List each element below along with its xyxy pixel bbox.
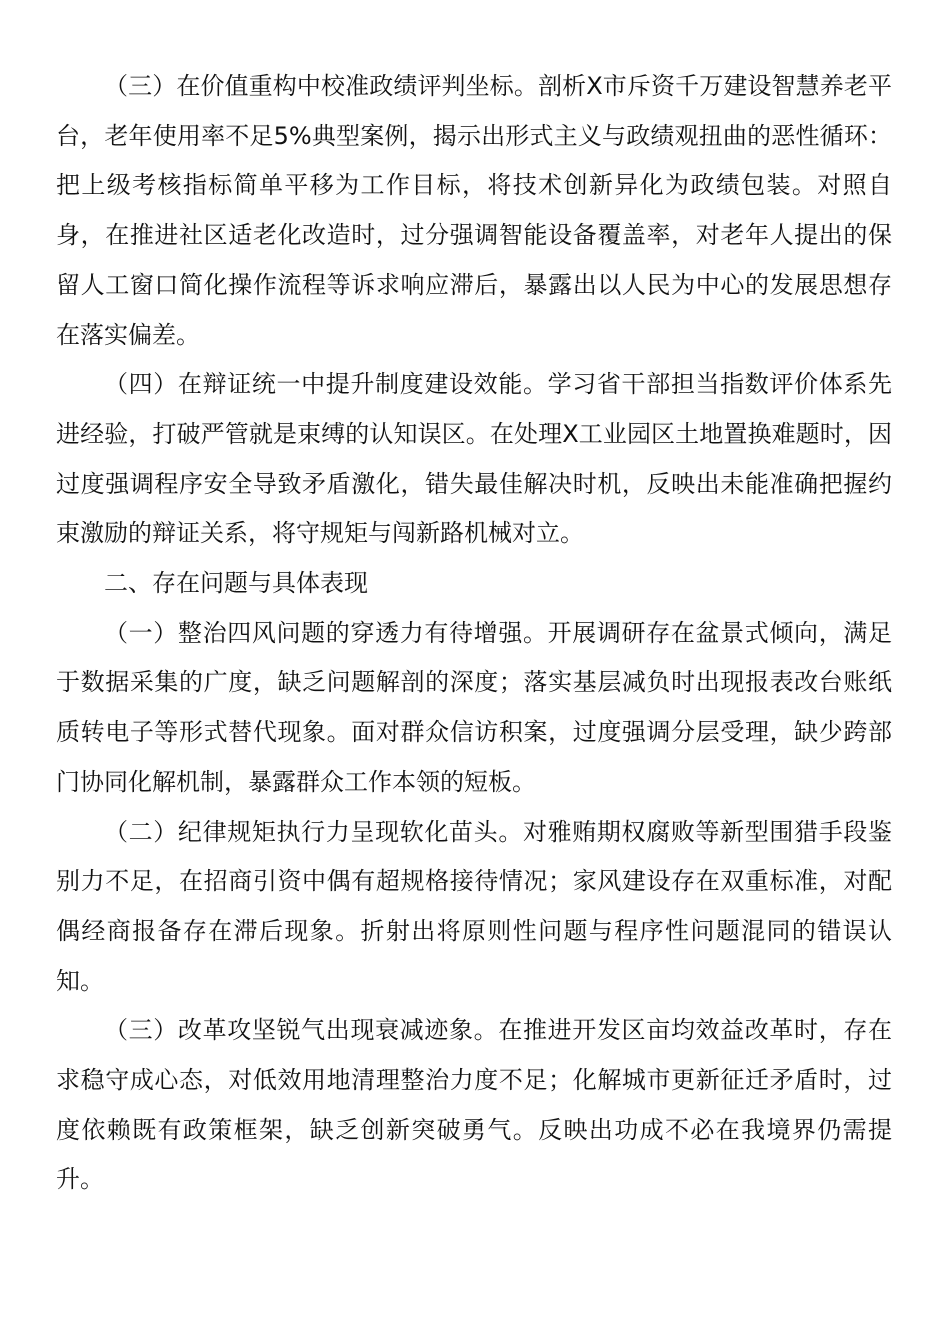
paragraph-section-1-4: （四）在辩证统一中提升制度建设效能。学习省干部担当指数评价体系先进经验，打破严管就是束缚的认知误区。在处理X工业园区土地置换难题时，因过度强调程序安全导致矛盾激化，错失最佳解决时机，反映出未能准确把握约束激励的辩证关系，将守规矩与闯新路机械对立。 [56, 370, 892, 548]
paragraph-section-2-2: （二）纪律规矩执行力呈现软化苗头。对雅贿期权腐败等新型围猎手段鉴别力不足，在招商引资中偶有超规格接待情况；家风建设存在双重标准，对配偶经商报备存在滞后现象。折射出将原则性问题与程序性问题混同的错误认知。 [56, 817, 892, 995]
paragraph-section-2-3: （三）改革攻坚锐气出现衰减迹象。在推进开发区亩均效益改革时，存在求稳守成心态，对低效用地清理整治力度不足；化解城市更新征迁矛盾时，过度依赖既有政策框架，缺乏创新突破勇气。反映出功成不必在我境界仍需提升。 [56, 1016, 892, 1194]
document-body [56, 62, 892, 1205]
section-heading-2: 二、存在问题与具体表现 [104, 569, 368, 598]
paragraph-section-1-3: （三）在价值重构中校准政绩评判坐标。剖析X市斥资千万建设智慧养老平台，老年使用率不足5%典型案例，揭示出形式主义与政绩观扭曲的恶性循环：把上级考核指标简单平移为工作目标，将技术创新异化为政绩包装。对照自身，在推进社区适老化改造时，过分强调智能设备覆盖率，对老年人提出的保留人工窗口简化操作流程等诉求响应滞后，暴露出以人民为中心的发展思想存在落实偏差。 [56, 72, 892, 349]
paragraph-section-2-1: （一）整治四风问题的穿透力有待增强。开展调研存在盆景式倾向，满足于数据采集的广度，缺乏问题解剖的深度；落实基层减负时出现报表改台账纸质转电子等形式替代现象。面对群众信访积案，过度强调分层受理，缺少跨部门协同化解机制，暴露群众工作本领的短板。 [56, 618, 892, 796]
